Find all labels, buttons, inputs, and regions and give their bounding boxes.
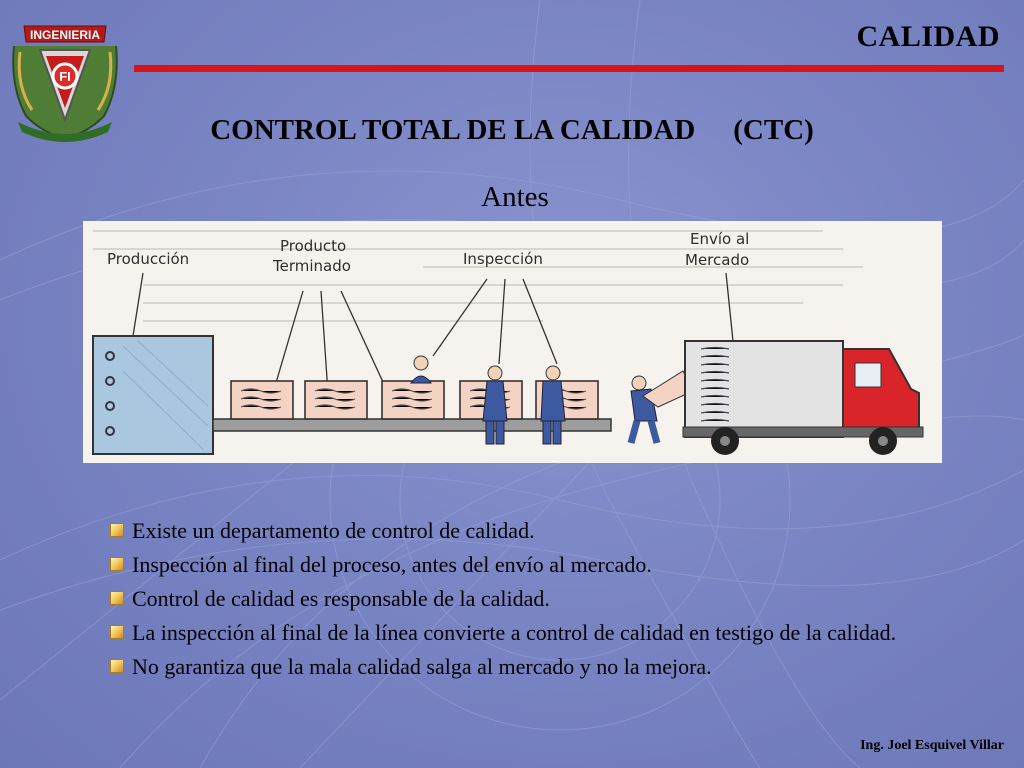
bullet-item <box>110 548 944 582</box>
slide-title-abbr: (CTC) <box>733 114 814 146</box>
footer-author: Ing. Joel Esquivel Villar <box>860 738 1004 753</box>
header-divider <box>134 65 1004 72</box>
bullet-square-icon <box>110 591 124 605</box>
bullet-text: No garantiza que la mala calidad salga al mercado y no la mejora. <box>132 654 712 679</box>
bullet-text: La inspección al final de la línea convierte a control de calidad en testigo de la calidad. <box>132 620 897 645</box>
process-illustration <box>83 221 942 463</box>
delivery-truck <box>683 341 923 455</box>
label-terminado: Terminado <box>273 257 351 275</box>
logo-text: INGENIERIA <box>29 28 101 42</box>
label-mercado: Mercado <box>685 251 750 269</box>
label-envio: Envío al <box>690 230 750 248</box>
svg-text:FI: FI <box>59 69 71 84</box>
inspector-2 <box>483 366 507 444</box>
bullet-item <box>110 514 944 548</box>
label-producto: Producto <box>280 237 347 255</box>
bullet-square-icon <box>110 625 124 639</box>
bullet-square-icon <box>110 523 124 537</box>
inspector-1 <box>411 356 431 383</box>
header-title: CALIDAD <box>856 20 1000 53</box>
bullet-list <box>110 514 944 684</box>
bullet-item <box>110 616 944 650</box>
bullet-item <box>110 650 944 684</box>
label-produccion: Producción <box>107 250 190 268</box>
label-inspeccion: Inspección <box>463 250 543 268</box>
slide-subtitle: Antes <box>481 181 549 213</box>
slide-title-main: CONTROL TOTAL DE LA CALIDAD <box>210 114 696 146</box>
inspector-3 <box>541 366 565 444</box>
bullet-text: Control de calidad es responsable de la calidad. <box>132 586 550 611</box>
slide-title <box>0 114 1024 147</box>
bullet-square-icon <box>110 659 124 673</box>
production-machine <box>93 336 213 454</box>
bullet-text: Existe un departamento de control de calidad. <box>132 518 535 543</box>
bullet-square-icon <box>110 557 124 571</box>
bullet-item <box>110 582 944 616</box>
bullet-text: Inspección al final del proceso, antes del envío al mercado. <box>132 552 652 577</box>
